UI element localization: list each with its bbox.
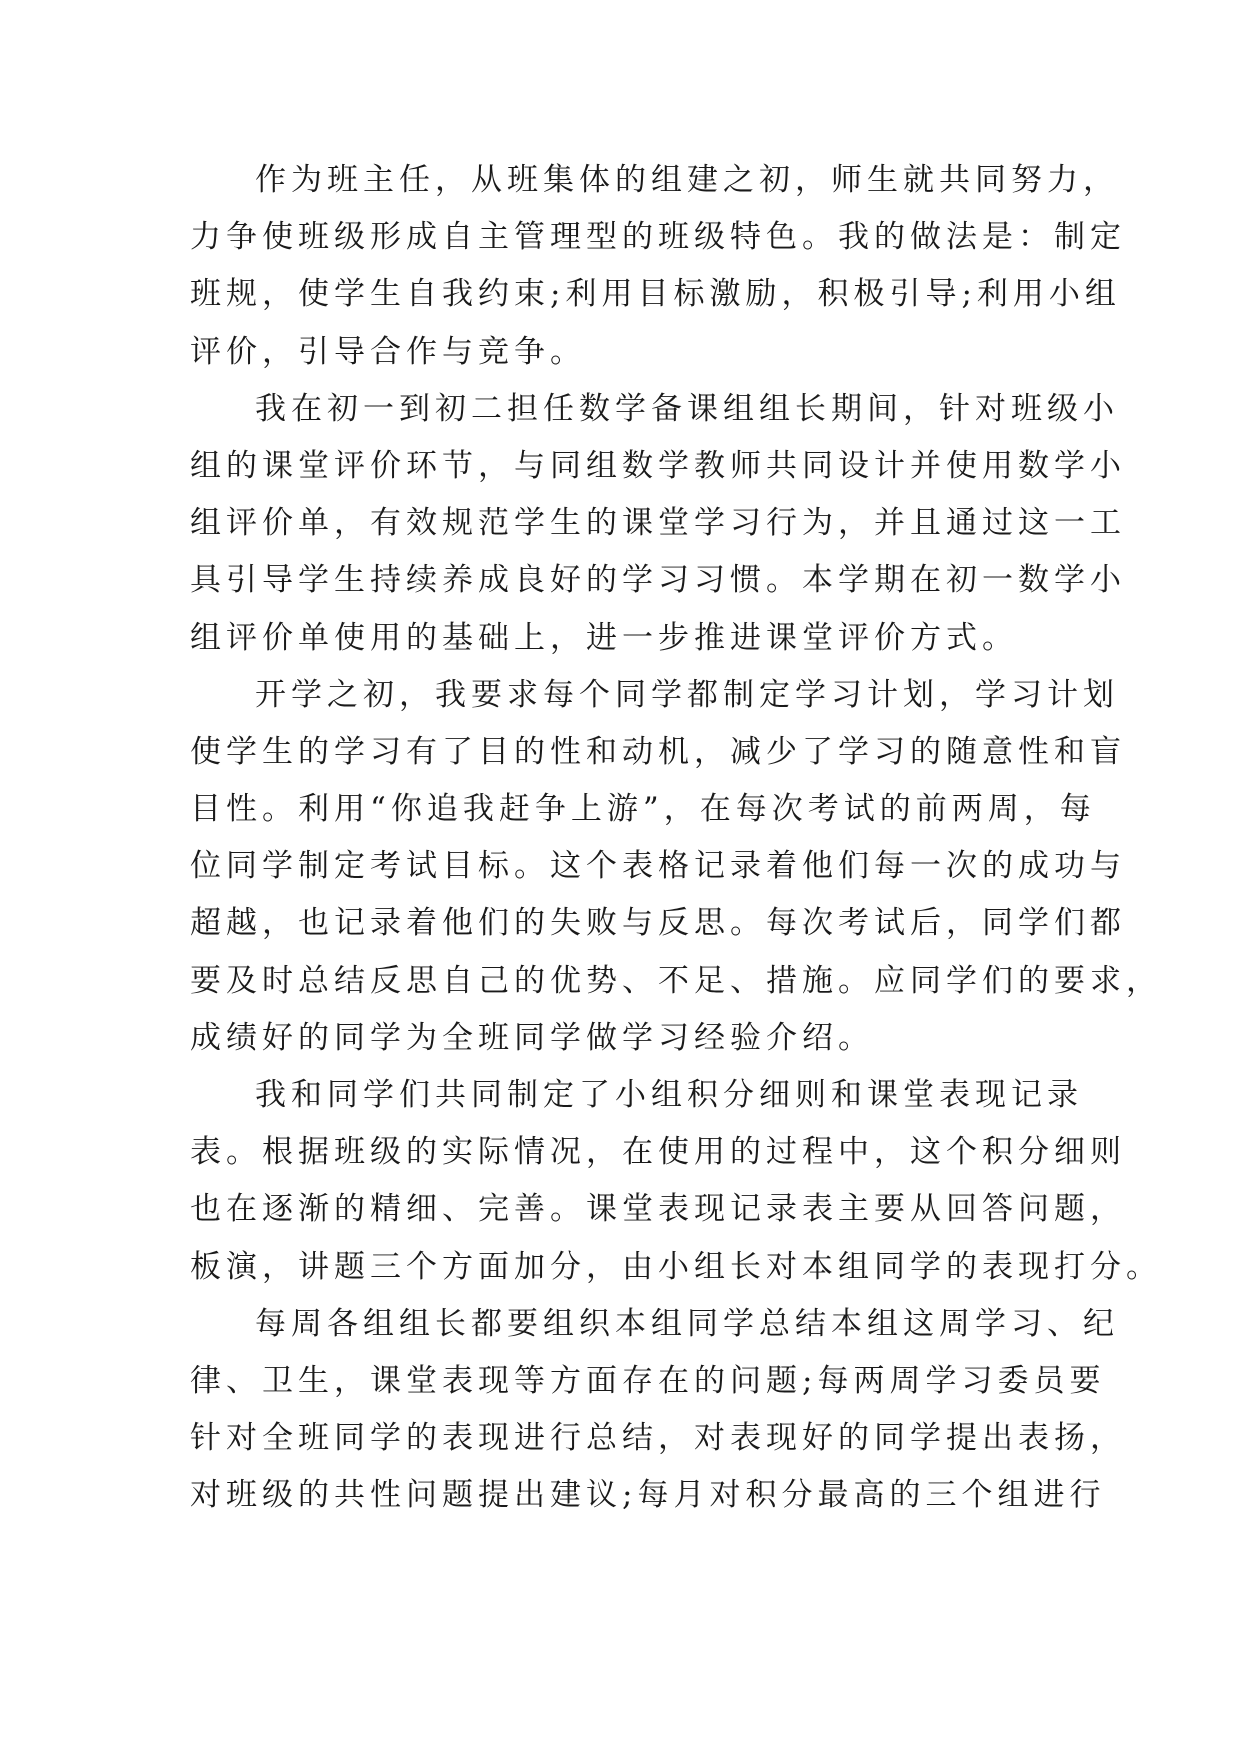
paragraph-1 bbox=[190, 152, 1126, 381]
paragraph-5 bbox=[190, 1296, 1126, 1525]
paragraph-line: 开学之初，我要求每个同学都制定学习计划，学习计划 bbox=[255, 676, 1119, 713]
paragraph-line: 每周各组组长都要组织本组同学总结本组这周学习、纪 bbox=[255, 1305, 1119, 1342]
paragraph-line: 组评价单，有效规范学生的课堂学习行为，并且通过这一工 bbox=[190, 505, 1126, 542]
paragraph-4 bbox=[190, 1067, 1162, 1296]
paragraph-line: 组评价单使用的基础上，进一步推进课堂评价方式。 bbox=[190, 619, 1018, 656]
paragraph-line: 位同学制定考试目标。这个表格记录着他们每一次的成功与 bbox=[190, 848, 1126, 885]
paragraph-2 bbox=[190, 381, 1126, 667]
paragraph-line: 也在逐渐的精细、完善。课堂表现记录表主要从回答问题， bbox=[190, 1191, 1126, 1228]
paragraph-line: 成绩好的同学为全班同学做学习经验介绍。 bbox=[190, 1019, 874, 1056]
paragraph-line: 使学生的学习有了目的性和动机，减少了学习的随意性和盲 bbox=[190, 733, 1126, 770]
document-body bbox=[190, 152, 1162, 1525]
paragraph-line: 班规，使学生自我约束;利用目标激励，积极引导;利用小组 bbox=[190, 276, 1121, 313]
paragraph-line: 律、卫生，课堂表现等方面存在的问题;每两周学习委员要 bbox=[190, 1362, 1106, 1399]
paragraph-line: 具引导学生持续养成良好的学习习惯。本学期在初一数学小 bbox=[190, 562, 1126, 599]
paragraph-line: 要及时总结反思自己的优势、不足、措施。应同学们的要求， bbox=[190, 962, 1162, 999]
paragraph-line: 我和同学们共同制定了小组积分细则和课堂表现记录 bbox=[255, 1077, 1083, 1113]
paragraph-line: 针对全班同学的表现进行总结，对表现好的同学提出表扬， bbox=[190, 1420, 1126, 1457]
paragraph-line: 对班级的共性问题提出建议;每月对积分最高的三个组进行 bbox=[190, 1477, 1106, 1514]
paragraph-3 bbox=[190, 667, 1162, 1067]
paragraph-line: 我在初一到初二担任数学备课组组长期间，针对班级小 bbox=[255, 390, 1119, 427]
paragraph-line: 超越，也记录着他们的失败与反思。每次考试后，同学们都 bbox=[190, 905, 1126, 942]
paragraph-line: 组的课堂评价环节，与同组数学教师共同设计并使用数学小 bbox=[190, 447, 1126, 484]
paragraph-line: 评价，引导合作与竞争。 bbox=[190, 333, 586, 370]
paragraph-line: 目性。利用“你追我赶争上游”，在每次考试的前两周，每 bbox=[190, 791, 1096, 828]
paragraph-line: 板演，讲题三个方面加分，由小组长对本组同学的表现打分。 bbox=[190, 1248, 1162, 1285]
paragraph-line: 表。根据班级的实际情况，在使用的过程中，这个积分细则 bbox=[190, 1134, 1126, 1171]
paragraph-line: 作为班主任，从班集体的组建之初，师生就共同努力， bbox=[255, 162, 1119, 198]
paragraph-line: 力争使班级形成自主管理型的班级特色。我的做法是：制定 bbox=[190, 219, 1126, 256]
